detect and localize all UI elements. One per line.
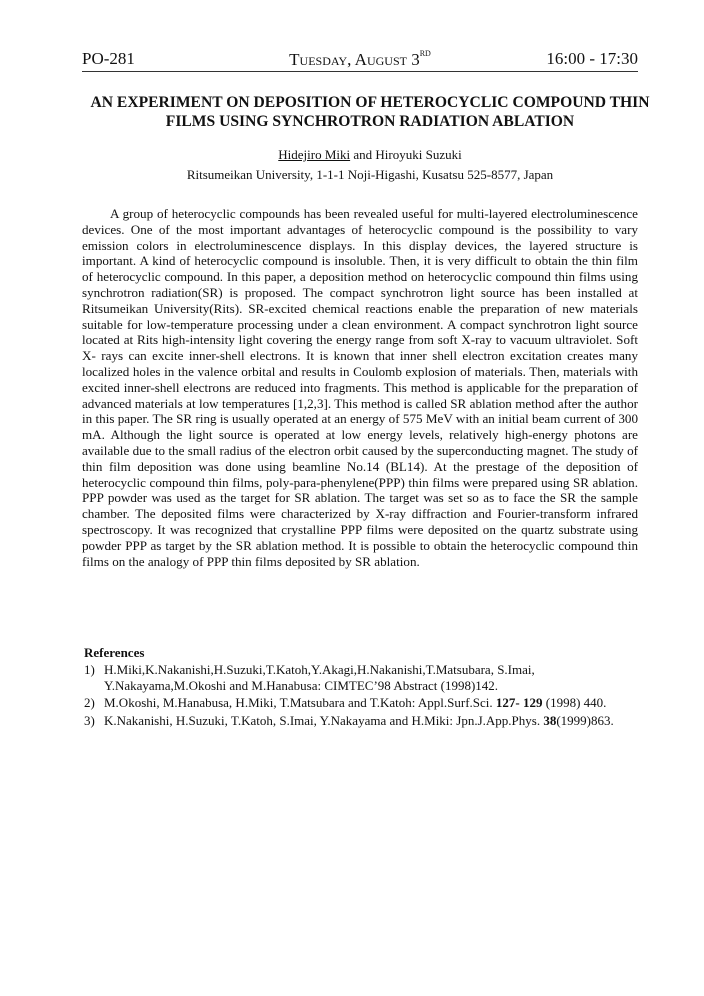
session-day-text: Tuesday, August 3 (289, 50, 420, 69)
references-heading: References (84, 645, 145, 660)
author-list (70, 147, 670, 163)
reference-text-after: (1998) 440. (542, 695, 607, 711)
reference-text: H.Miki,K.Nakanishi,H.Suzuki,T.Katoh,Y.Akagi,H.Nakanishi,T.Matsubara, S.Imai, Y.Nakayama,M.Okoshi and M.Hanabusa: CIMTEC’98 Abstract (1998)142. (104, 662, 535, 693)
reference-item (84, 695, 644, 711)
day-suffix: RD (419, 49, 431, 58)
reference-text: K.Nakanishi, H.Suzuki, T.Katoh, S.Imai, Y.Nakayama and H.Miki: Jpn.J.App.Phys. (104, 712, 544, 728)
paper-title: AN EXPERIMENT ON DEPOSITION OF HETEROCYCLIC COMPOUND THIN FILMS USING SYNCHROTRON RADIATION ABLATION (90, 94, 650, 130)
reference-item (84, 713, 644, 729)
session-code: PO-281 (82, 49, 135, 68)
reference-number: 2) (84, 695, 95, 711)
author-connector: and (350, 147, 376, 162)
abstract-body: A group of heterocyclic compounds has been revealed useful for multi-layered electroluminescence devices. One of the most important advantages of heterocyclic compound is the possibility to vary emission colors in electroluminescence displays. In this display devices, the layered structure is important. A kind of heterocyclic compound is insoluble. Then, it is very difficult to obtain the thin film of heterocyclic compound. In this paper, a deposition method on heterocyclic compound thin films using synchrotron radiation(SR) is proposed. The compact synchrotron light source has been installed at Ritsumeikan University(Rits). SR-excited chemical reactions enable the preparation of new materials suitable for low-temperature processing under a clean environment. A compact synchrotron light source located at Rits high-intensity light covering the energy range from soft X-ray to vacuum ultraviolet. Soft X- rays can excite inner-shell electrons. It is known that inner shell electron excitation creates many localized holes in the valence orbital and results in Coulomb explosion of materials. Then, materials with excited inner-shell electrons are reduced into fragments. This method is applicable for the preparation of advanced materials at low temperatures [1,2,3]. This method is called SR ablation method after the author in this paper. The SR ring is usually operated at an energy of 575 MeV with an initial beam current of 300 mA. Although the light source is operated at low energy levels, relatively high-energy photons are available due to the small radius of the electron orbit caused by the superconducting magnet. The study of thin film deposition was done using beamline No.14 (BL14). At the prestage of the deposition of heterocyclic compound thin films, poly-para-phenylene(PPP) thin films were prepared using SR ablation. PPP powder was used as the target for SR ablation. The target was set so as to face the SR the sample chamber. The deposited films were characterized by X-ray diffraction and Fourier-transform infrared spectroscopy. It was recognized that crystalline PPP films were deposited on the quartz substrate using powder PPP as target by the SR ablation method. It is possible to obtain the heterocyclic compound thin films on the analogy of PPP thin films deposited by SR ablation. (82, 206, 638, 569)
reference-volume: 127- 129 (495, 695, 543, 711)
reference-text: M.Okoshi, M.Hanabusa, H.Miki, T.Matsubara and T.Katoh: Appl.Surf.Sci. (104, 695, 496, 711)
reference-number: 1) (84, 662, 95, 677)
affiliation: Ritsumeikan University, 1-1-1 Noji-Higashi, Kusatsu 525-8577, Japan (186, 167, 554, 182)
reference-number: 3) (84, 712, 95, 728)
session-time: 16:00 - 17:30 (546, 49, 638, 68)
page-header (82, 49, 638, 72)
reference-item (84, 662, 644, 693)
reference-text-after: (1999)863. (556, 712, 614, 728)
presenting-author: Hidejiro Miki (278, 147, 351, 162)
reference-list (84, 662, 644, 730)
co-author: Hiroyuki Suzuki (375, 147, 462, 162)
reference-volume: 38 (543, 712, 557, 728)
